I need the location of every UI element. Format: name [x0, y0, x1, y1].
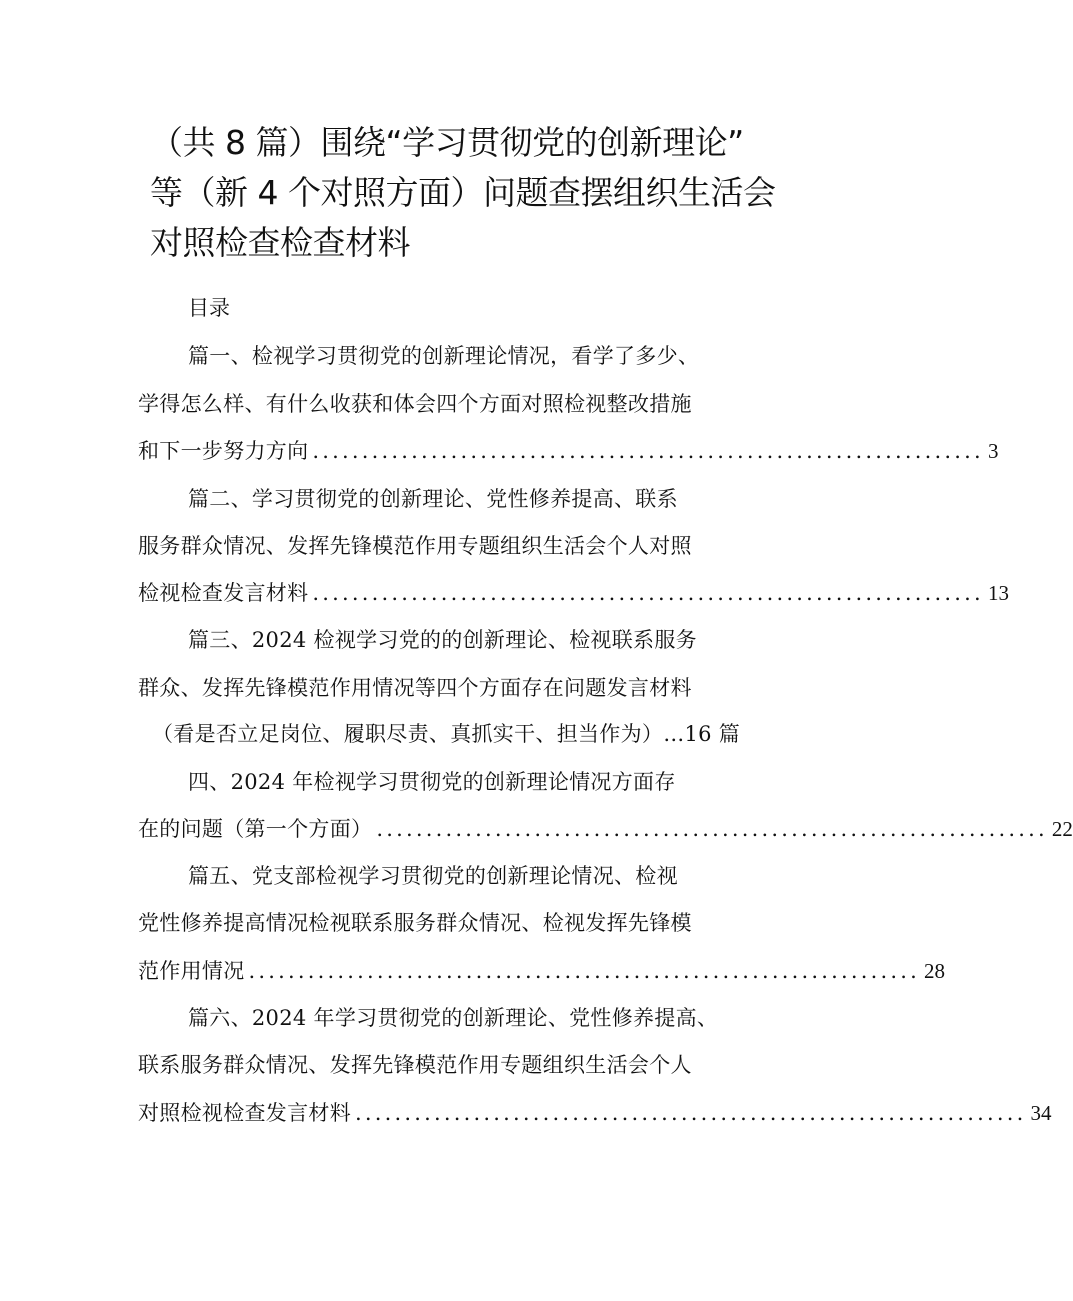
- toc-entry-6-line-2[interactable]: 联系服务群众情况、发挥先锋模范作用专题组织生活会个人: [138, 1053, 692, 1077]
- toc-entry-4-line-1[interactable]: 四、2024 年检视学习贯彻党的创新理论情况方面存: [188, 770, 676, 794]
- toc-entry-3-line-2[interactable]: 群众、发挥先锋模范作用情况等四个方面存在问题发言材料: [138, 676, 692, 700]
- toc-entry-3-line-3[interactable]: （看是否立足岗位、履职尽责、真抓实干、担当作为）…16 篇: [152, 722, 741, 746]
- document-title: [150, 118, 810, 268]
- toc-entry-2-leader-row[interactable]: [138, 577, 1009, 609]
- toc-entry-1-page-number: 3: [987, 439, 999, 463]
- toc-entry-2-line-2[interactable]: 服务群众情况、发挥先锋模范作用专题组织生活会个人对照: [138, 534, 692, 558]
- toc-entry-2-page-number: 13: [987, 581, 1009, 605]
- title-line-2: 等（新 4 个对照方面）问题查摆组织生活会: [150, 173, 776, 212]
- dot-leader: ....................................................................: [355, 1101, 1027, 1125]
- toc-entry-6-line-3: 对照检视检查发言材料: [138, 1101, 351, 1125]
- toc-entry-2-line-3: 检视检查发言材料: [138, 581, 309, 605]
- toc-heading: 目录: [188, 296, 230, 320]
- toc-entry-6-leader-row[interactable]: [138, 1097, 1052, 1129]
- toc-entry-5-leader-row[interactable]: [138, 955, 946, 987]
- dot-leader: ....................................................................: [312, 439, 984, 463]
- toc-entry-1-line-2[interactable]: 学得怎么样、有什么收获和体会四个方面对照检视整改措施: [138, 392, 692, 416]
- toc-entry-4-leader-row[interactable]: [138, 813, 1073, 845]
- toc-entry-1-line-3: 和下一步努力方向: [138, 439, 309, 463]
- toc-entry-1-leader-row[interactable]: [138, 435, 999, 467]
- toc-entry-4-line-2: 在的问题（第一个方面）: [138, 817, 373, 841]
- toc-entry-6-line-1[interactable]: 篇六、2024 年学习贯彻党的创新理论、党性修养提高、: [188, 1006, 719, 1030]
- title-line-3: 对照检查检查材料: [150, 223, 410, 262]
- toc-entry-4-page-number: 22: [1051, 817, 1073, 841]
- toc-entry-3-line-1[interactable]: 篇三、2024 检视学习党的的创新理论、检视联系服务: [188, 628, 697, 652]
- toc-entry-6-page-number: 34: [1030, 1101, 1052, 1125]
- dot-leader: ....................................................................: [248, 959, 921, 983]
- toc-entry-5-line-3: 范作用情况: [138, 959, 245, 983]
- toc-entry-5-page-number: 28: [924, 959, 946, 983]
- toc-entry-5-line-2[interactable]: 党性修养提高情况检视联系服务群众情况、检视发挥先锋模: [138, 911, 692, 935]
- toc-entry-1-line-1[interactable]: 篇一、检视学习贯彻党的创新理论情况，看学了多少、: [188, 344, 700, 368]
- toc-entry-5-line-1[interactable]: 篇五、党支部检视学习贯彻党的创新理论情况、检视: [188, 864, 678, 888]
- title-line-1: （共 8 篇）围绕“学习贯彻党的创新理论”: [150, 123, 744, 162]
- dot-leader: ....................................................................: [376, 817, 1048, 841]
- dot-leader: ....................................................................: [312, 581, 984, 605]
- toc-entry-2-line-1[interactable]: 篇二、学习贯彻党的创新理论、党性修养提高、联系: [188, 487, 678, 511]
